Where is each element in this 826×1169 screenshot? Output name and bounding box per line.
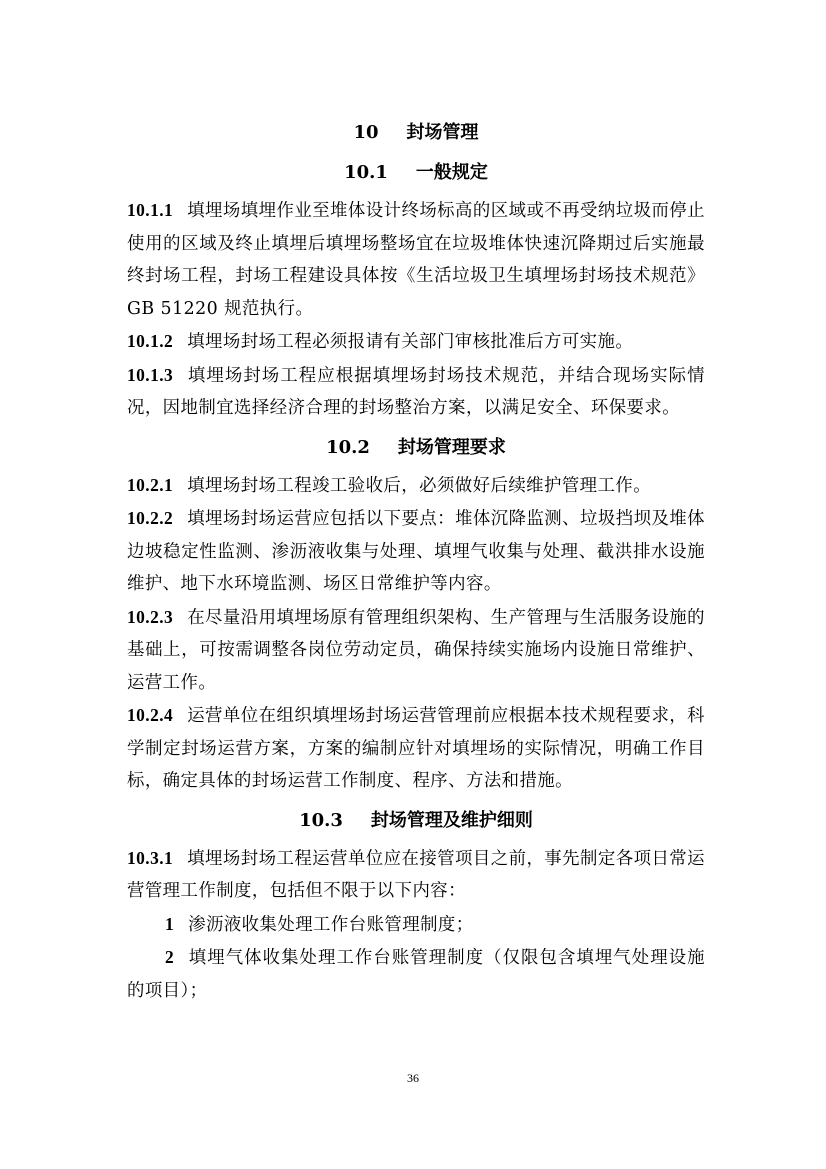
clause-paragraph (127, 502, 705, 601)
item-text: 渗沥液收集处理工作台账管理制度； (188, 914, 474, 935)
chapter-title: 封场管理 (406, 122, 479, 143)
item-number: 1 (165, 913, 175, 934)
page-number: 36 (407, 1071, 419, 1085)
clause-paragraph (127, 469, 705, 503)
chapter-heading (127, 118, 705, 148)
list-item (127, 941, 705, 1007)
clause-number: 10.2.3 (127, 606, 174, 627)
item-number: 2 (165, 947, 175, 967)
section-number: 10.2 (326, 436, 370, 458)
clause-number: 10.2.2 (127, 508, 174, 528)
clause-text: 填埋场封场运营应包括以下要点：堆体沉降监测、垃圾挡坝及堆体边坡稳定性监测、渗沥液收集与处理、填埋气收集与处理、截洪排水设施维护、地下水环境监测、场区日常维护等内容。 (127, 509, 705, 594)
section-heading (127, 806, 705, 836)
list-item (127, 908, 705, 942)
section-heading (127, 433, 705, 463)
clause-number: 10.3.1 (127, 847, 174, 868)
clause-text: 填埋场封场工程必须报请有关部门审核批准后方可实施。 (187, 332, 634, 352)
clause-text: 运营单位在组织填埋场封场运营管理前应根据本技术规程要求，科学制定封场运营方案，方案的编制应针对填埋场的实际情况，明确工作目标，确定具体的封场运营工作制度、程序、方法和措施。 (127, 706, 705, 791)
item-text: 填埋气体收集处理工作台账管理制度（仅限包含填埋气处理设施的项目）； (127, 948, 705, 1001)
clause-text: 填埋场封场工程运营单位应在接管项目之前，事先制定各项日常运营管理工作制度，包括但不限于以下内容： (127, 848, 705, 901)
clause-paragraph (127, 842, 705, 908)
clause-text: 填埋场封场工程应根据填埋场封场技术规范，并结合现场实际情况，因地制宜选择经济合理的封场整治方案，以满足安全、环保要求。 (127, 365, 705, 418)
section-number: 10.3 (299, 809, 343, 831)
chapter-number: 10 (353, 122, 379, 143)
clause-paragraph (127, 699, 705, 798)
clause-paragraph (127, 359, 705, 425)
section-title: 封场管理及维护细则 (370, 809, 533, 831)
clause-number: 10.1.3 (127, 364, 174, 385)
clause-text: 填埋场封场工程竣工验收后，必须做好后续维护管理工作。 (187, 475, 652, 496)
section-title: 一般规定 (415, 162, 488, 183)
clause-paragraph (127, 601, 705, 700)
clause-text: 填埋场填埋作业至堆体设计终场标高的区域或不再受纳垃圾而停止使用的区域及终止填埋后填埋场整场宜在垃圾堆体快速沉降期过后实施最终封场工程，封场工程建设具体按《生活垃圾卫生填埋场封场技术规范》GB 51220 规范执行。 (127, 201, 705, 319)
clause-number: 10.2.1 (127, 474, 174, 495)
section-heading (127, 158, 705, 188)
section-number: 10.1 (344, 162, 388, 183)
clause-text: 在尽量沿用填埋场原有管理组织架构、生产管理与生活服务设施的基础上，可按需调整各岗位劳动定员，确保持续实施场内设施日常维护、运营工作。 (127, 607, 705, 693)
section-title: 封场管理要求 (397, 436, 506, 458)
clause-paragraph (127, 325, 705, 359)
page-content (127, 118, 705, 1007)
clause-number: 10.2.4 (127, 705, 174, 725)
clause-number: 10.1.2 (127, 331, 174, 351)
clause-paragraph (127, 194, 705, 325)
clause-number: 10.1.1 (127, 200, 174, 220)
